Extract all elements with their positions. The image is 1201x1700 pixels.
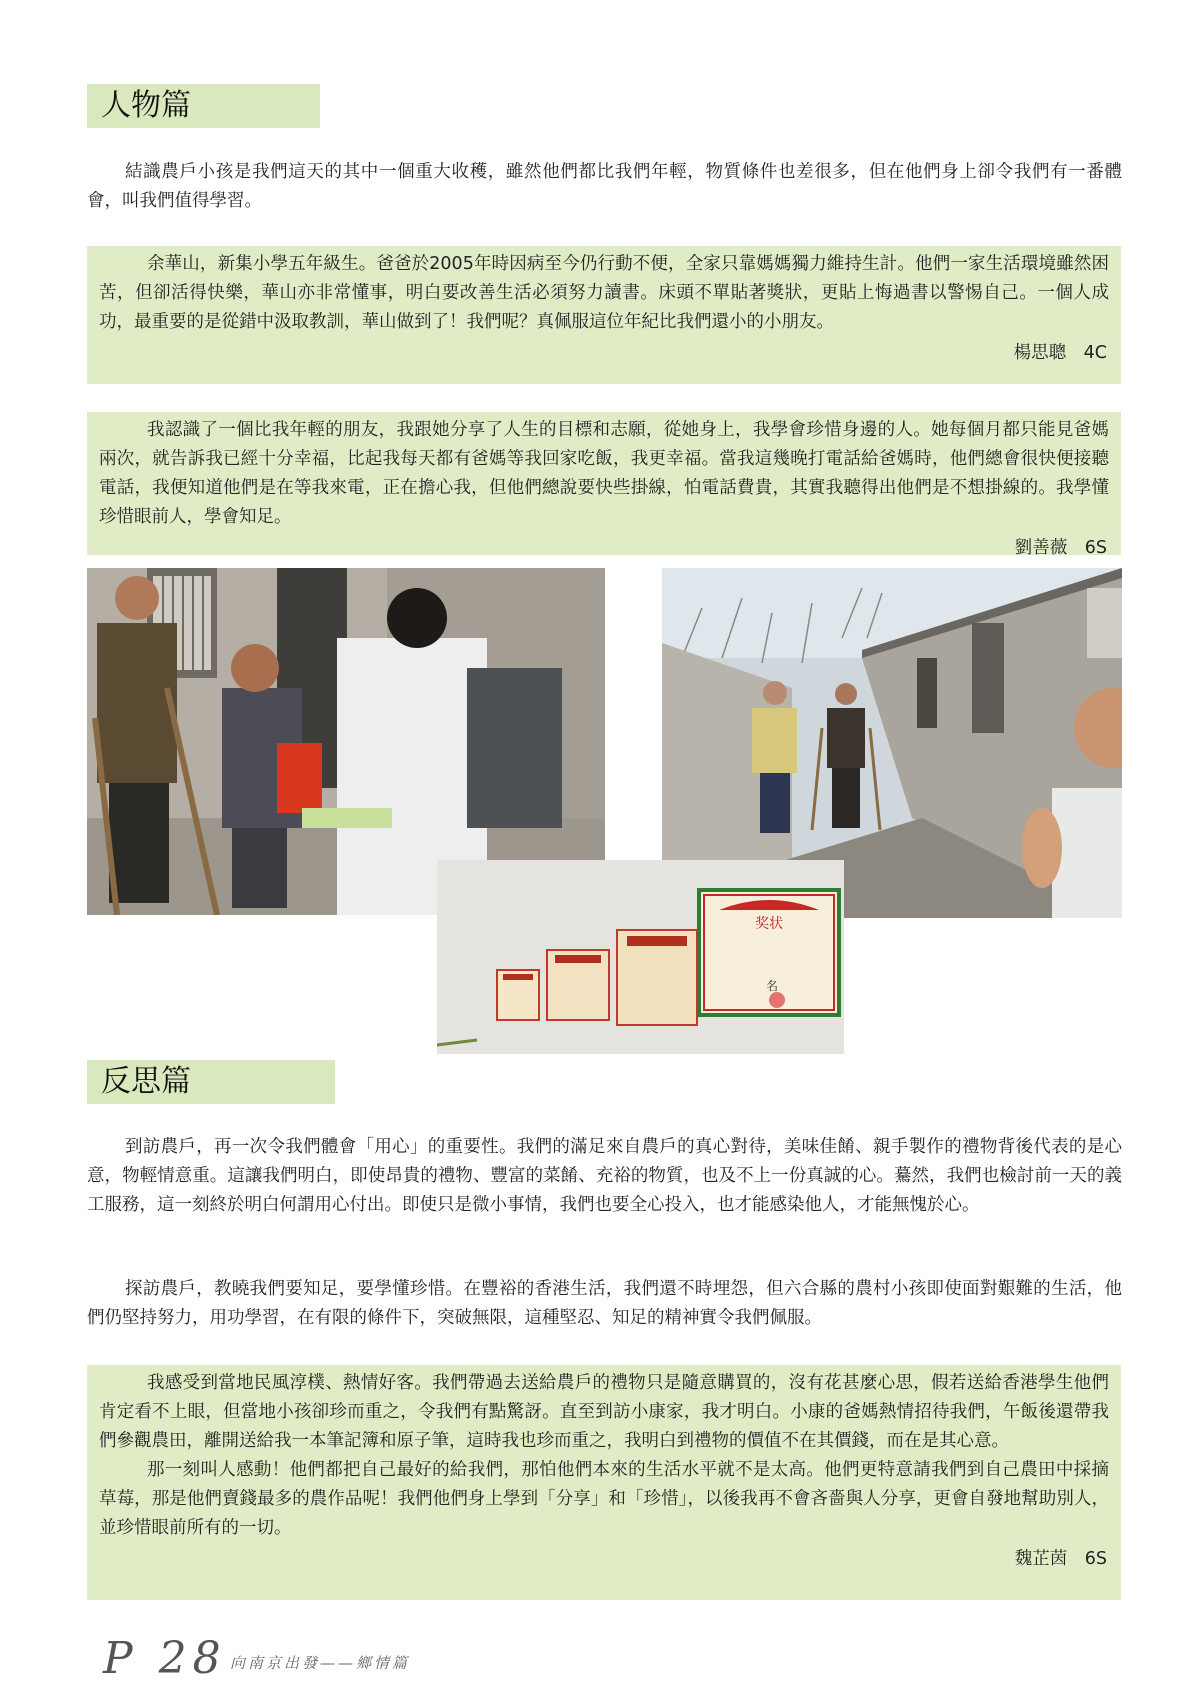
reflection-paragraph-2: 探訪農戶，教曉我們要知足，要學懂珍惜。在豐裕的香港生活，我們還不時埋怨，但六合縣的農村小孩即使面對艱難的生活，他們仍堅持努力，用功學習，在有限的條件下，突破無限，這種堅忍、知足的精神實令我們佩服。 bbox=[87, 1279, 1122, 1328]
quote-2-author: 劉善薇 6S bbox=[1014, 538, 1107, 558]
section-heading-reflection bbox=[87, 1060, 335, 1104]
quote-1-author: 楊思聰 4C bbox=[1013, 343, 1107, 363]
certificate-name-label: 名 bbox=[765, 979, 779, 993]
quote-3-text-2: 那一刻叫人感動！他們都把自己最好的給我們，那怕他們本來的生活水平就不是太高。他們更特意請我們到自己農田中採摘草莓，那是他們賣錢最多的農作品呢！我們他們身上學到「分享」和「珍惜」，以後我再不會吝嗇與人分享，更會自發地幫助別人，並珍惜眼前所有的一切。 bbox=[99, 1460, 1109, 1538]
photo-certificates-image bbox=[437, 860, 844, 1054]
page-number: P 28 bbox=[103, 1633, 227, 1684]
certificate-4-icon bbox=[699, 890, 839, 1015]
quote-3-text-1: 我感受到當地民風淳樸、熱情好客。我們帶過去送給農戶的禮物只是隨意購買的，沒有花甚麼心思，假若送給香港學生他們肯定看不上眼，但當地小孩卻珍而重之，令我們有點驚訝。直至到訪小康家，我才明白。小康的爸媽熱情招待我們，午飯後還帶我們參觀農田，離開送給我一本筆記簿和原子筆，這時我也珍而重之，我明白到禮物的價值不在其價錢，而在是其心意。 bbox=[99, 1373, 1109, 1451]
photo-certificates bbox=[437, 860, 844, 1054]
quote-box-1 bbox=[87, 246, 1121, 384]
certificate-2-icon bbox=[547, 950, 609, 1020]
quote-1-text: 余華山，新集小學五年級生。爸爸於2005年時因病至今仍行動不便，全家只靠媽媽獨力維持生計。他們一家生活環境雖然困苦，但卻活得快樂，華山亦非常懂事，明白要改善生活必須努力讀書。床頭不單貼著獎狀，更貼上悔過書以警惕自己。一個人成功，最重要的是從錯中汲取教訓，華山做到了！我們呢？真佩服這位年紀比我們還小的小朋友。 bbox=[99, 254, 1109, 332]
section-heading-reflection-text: 反思篇 bbox=[101, 1064, 191, 1099]
reflection-paragraph-1: 到訪農戶，再一次令我們體會「用心」的重要性。我們的滿足來自農戶的真心對待，美味佳餚、親手製作的禮物背後代表的是心意，物輕情意重。這讓我們明白，即使昂貴的禮物、豐富的菜餚、充裕的物質，也及不上一份真誠的心。驀然，我們也檢討前一天的義工服務，這一刻終於明白何謂用心付出。即使只是微小事情，我們也要全心投入，也才能感染他人，才能無愧於心。 bbox=[87, 1137, 1122, 1215]
quote-2-text: 我認識了一個比我年輕的朋友，我跟她分享了人生的目標和志願，從她身上，我學會珍惜身邊的人。她每個月都只能見爸媽兩次，就告訴我已經十分幸福，比起我每天都有爸媽等我回家吃飯，我更幸福。當我這幾晚打電話給爸媽時，他們總會很快便接聽電話，我便知道他們是在等我來電，正在擔心我，但他們總說要快些掛線，怕電話費貴，其實我聽得出他們是不想掛線的。我學懂珍惜眼前人，學會知足。 bbox=[99, 420, 1109, 527]
section-heading-people bbox=[87, 84, 320, 128]
intro-paragraph: 結識農戶小孩是我們這天的其中一個重大收穫，雖然他們都比我們年輕，物質條件也差很多，但在他們身上卻令我們有一番體會，叫我們值得學習。 bbox=[87, 162, 1122, 211]
certificate-3-icon bbox=[617, 930, 697, 1025]
quote-box-2 bbox=[87, 412, 1121, 558]
certificate-title: 奖状 bbox=[755, 916, 783, 932]
certificate-1-icon bbox=[497, 970, 539, 1020]
footer-title: 向南京出發——鄉情篇 bbox=[230, 1654, 411, 1672]
quote-3-author: 魏芷茵 6S bbox=[1014, 1549, 1107, 1569]
quote-box-3 bbox=[87, 1365, 1121, 1600]
section-heading-people-text: 人物篇 bbox=[101, 88, 191, 123]
